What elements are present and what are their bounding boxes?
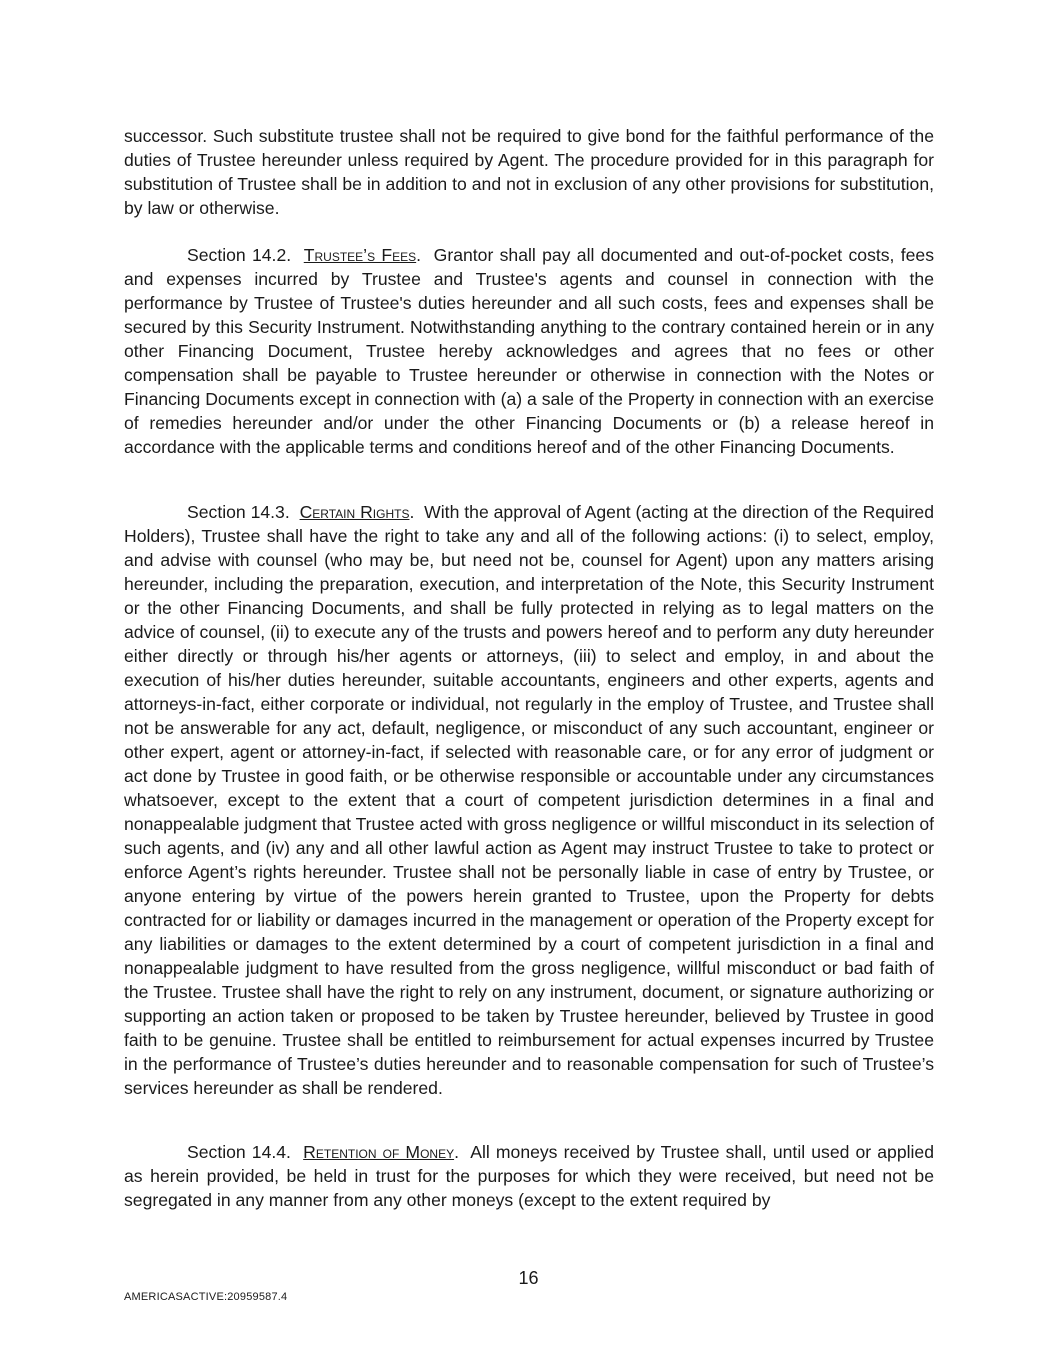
page-number: 16 xyxy=(518,1268,539,1288)
section-14-4-heading: Retention of Money xyxy=(303,1142,455,1162)
heading-period: . xyxy=(409,502,415,522)
section-14-2-body: Grantor shall pay all documented and out-of-pocket costs, fees and expenses incurred by Trustee and Trustee's agents and counsel in connection with the performance by Trustee of Trustee's duties hereunder and all such costs, fees and expenses shall be secured by this Security Instrument. Notwithstanding anything to the contrary contained herein or in any other Financing Document, Trustee hereby acknowledges and agrees that no fees or other compensation shall be payable to Trustee hereunder or otherwise in connection with the Notes or Financing Documents except in connection with (a) a sale of the Property in connection with an exercise of remedies hereunder and/or under the other Financing Documents or (b) a release hereof in accordance with the applicable terms and conditions hereof and of the other Financing Documents. xyxy=(124,245,935,457)
paragraph-continuation xyxy=(124,124,934,220)
section-14-2-heading: Trustee’s Fees xyxy=(303,245,417,265)
document-id: AMERICASACTIVE:20959587.4 xyxy=(124,1291,288,1303)
heading-period: . xyxy=(416,245,422,265)
paragraph-1-text: successor. Such substitute trustee shall not be required to give bond for the faithful performance of the duties of Trustee hereunder unless required by Agent. The procedure provided for in this paragraph for substitution of Trustee shall be in addition to and not in exclusion of any other provisions for substitution, by law or otherwise. xyxy=(124,126,934,218)
heading-period: . xyxy=(454,1142,459,1162)
section-14-3 xyxy=(124,500,934,1100)
section-14-4 xyxy=(124,1140,934,1212)
section-14-3-body: With the approval of Agent (acting at the direction of the Required Holders), Trustee shall have the right to take any and all of the following actions: (i) to select, employ, and advise with counsel (who may be, but need not be, counsel for Agent) upon any matters arising hereunder, including the preparation, execution, and interpretation of the Note, this Security Instrument or the other Financing Documents, and shall be fully protected in relying as to legal matters on the advice of counsel, (ii) to execute any of the trusts and powers hereof and to perform any duty hereunder either directly or through his/her agents or attorneys, (iii) to select and employ, in and about the execution of his/her duties hereunder, suitable accountants, engineers and other experts, agents and attorneys-in-fact, either corporate or individual, not regularly in the employ of Trustee, and Trustee shall not be answerable for any act, default, negligence, or misconduct of any such accountant, engineer or other expert, agent or attorney-in-fact, if selected with reasonable care, or for any error of judgment or act done by Trustee in good faith, or be otherwise responsible or accountable under any circumstances whatsoever, except to the extent that a court of competent jurisdiction determines in a final and nonappealable judgment that Trustee acted with gross negligence or willful misconduct in its selection of such agents, and (iv) any and all other lawful action as Agent may instruct Trustee to take to protect or enforce Agent’s rights hereunder. Trustee shall not be personally liable in case of entry by Trustee, or anyone entering by virtue of the powers herein granted to Trustee, upon the Property for debts contracted for or liability or damages incurred in the management or operation of the Property except for any liabilities or damages to the extent determined by a court of competent jurisdiction in a final and nonappealable judgment to have resulted from the gross negligence, willful misconduct or bad faith of the Trustee. Trustee shall have the right to rely on any instrument, document, or signature authorizing or supporting an action taken or proposed to be taken by Trustee hereunder, believed by Trustee in good faith to be genuine. Trustee shall be entitled to reimbursement for actual expenses incurred by Trustee in the performance of Trustee’s duties hereunder and to reasonable compensation for such of Trustee’s services hereunder as shall be rendered. xyxy=(124,502,934,1098)
section-14-3-number: Section 14.3. xyxy=(187,502,290,522)
section-14-3-heading: Certain Rights xyxy=(299,502,410,522)
section-14-2 xyxy=(124,243,934,459)
section-14-4-body: All moneys received by Trustee shall, until used or applied as herein provided, be held in trust for the purposes for which they were received, but need not be segregated in any manner from any other moneys (except to the extent required by xyxy=(124,1142,934,1210)
section-14-2-number: Section 14.2. xyxy=(187,245,292,265)
section-14-4-number: Section 14.4. xyxy=(187,1142,291,1162)
